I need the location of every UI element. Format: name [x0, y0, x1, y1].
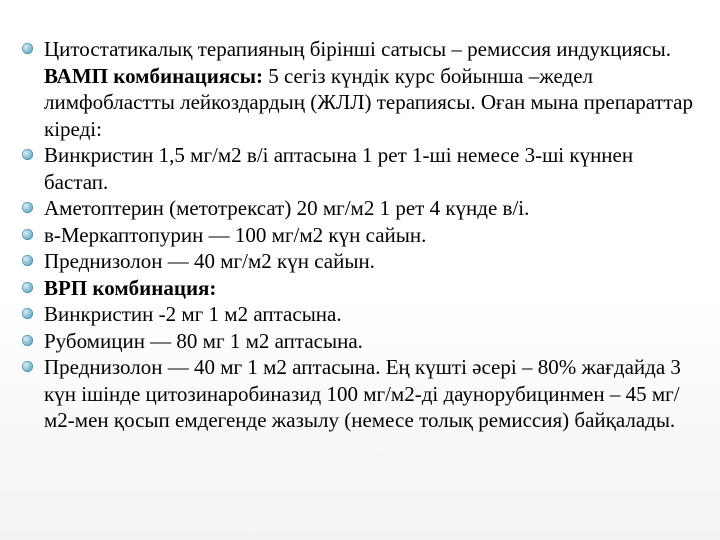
- bullet-dot-icon: [22, 308, 33, 319]
- bullet-item: [22, 222, 694, 249]
- bullet-dot-icon: [22, 361, 33, 372]
- bullet-item: [22, 142, 694, 195]
- bullet-item: [22, 275, 694, 302]
- item-text: Винкристин -2 мг 1 м2 аптасына.: [44, 302, 342, 326]
- bullet-dot-icon: [22, 202, 33, 213]
- bullet-item: [22, 354, 694, 434]
- item-text: Преднизолон — 40 мг/м2 күн сайын.: [44, 249, 375, 273]
- bullet-dot-icon: [22, 335, 33, 346]
- item-text: Аметоптерин (метотрексат) 20 мг/м2 1 рет 4 күнде в/і.: [44, 196, 530, 220]
- bullet-item: [22, 36, 694, 142]
- bullet-item: [22, 195, 694, 222]
- item-text: 5 сегіз күндік курс бойынша –жедел лимфобластты лейкоздардың (ЖЛЛ) терапиясы. Оған мына препараттар кіреді:: [44, 63, 693, 141]
- bullet-dot-icon: [22, 282, 33, 293]
- item-text: Цитостатикалық терапияның бірінші сатысы – ремиссия индукциясы.: [44, 37, 671, 61]
- item-text-bold: ВАМП комбинациясы:: [44, 63, 263, 88]
- bullet-dot-icon: [22, 229, 33, 240]
- bullet-item: [22, 328, 694, 355]
- item-text: в-Меркаптопурин — 100 мг/м2 күн сайын.: [44, 222, 427, 247]
- item-text: Преднизолон — 40 мг 1 м2 аптасына. Ең күшті әсері – 80% жағдайда 3 күн ішінде цитозинаробиназид 100 мг/м2-ді даунорубицинмен – 45 мг/м2-мен қосып емдегенде жазылу (немесе толық ремиссия) байқалады.: [44, 355, 681, 432]
- item-text-bold: ВРП комбинация:: [44, 275, 217, 300]
- bullet-dot-icon: [22, 43, 33, 54]
- bullet-dot-icon: [22, 255, 33, 266]
- item-text: Винкристин 1,5 мг/м2 в/і аптасына 1 рет 1-ші немесе 3-ші күннен бастап.: [44, 143, 634, 194]
- bullet-list: [22, 36, 694, 434]
- bullet-item: [22, 301, 694, 328]
- item-text: Рубомицин — 80 мг 1 м2 аптасына.: [44, 328, 363, 353]
- bullet-dot-icon: [22, 149, 33, 160]
- bullet-item: [22, 248, 694, 275]
